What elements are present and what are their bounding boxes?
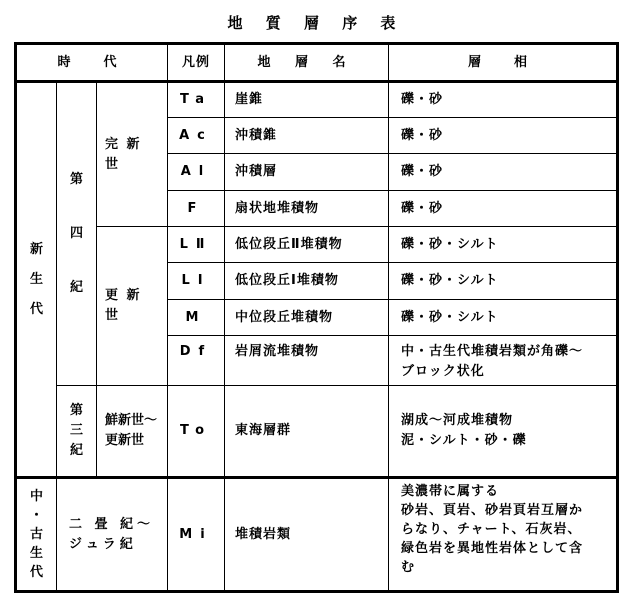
era-mesopaleozoic: 中 ・ 古 生 代 xyxy=(16,478,57,592)
lithology-cell: 美濃帯に属する 砂岩、頁岩、砂岩頁岩互層か らなり、チャート、石灰岩、 緑色岩を異地性岩体として含 む xyxy=(389,478,618,592)
epoch-holocene: 完 新 世 xyxy=(97,82,168,227)
lithology-cell: 礫・砂 xyxy=(389,191,618,227)
formation-name: 東海層群 xyxy=(225,386,389,478)
formation-name: 扇状地堆積物 xyxy=(225,191,389,227)
formation-name: 低位段丘Ⅱ堆積物 xyxy=(225,227,389,263)
lithology-cell: 礫・砂 xyxy=(389,82,618,118)
stratigraphic-table xyxy=(14,42,619,593)
lithology-cell: 礫・砂 xyxy=(389,118,618,154)
symbol-cell: Mi xyxy=(168,478,225,592)
lithology-cell: 礫・砂 xyxy=(389,154,618,191)
lithology-cell: 礫・砂・シルト xyxy=(389,300,618,336)
formation-name: 中位段丘堆積物 xyxy=(225,300,389,336)
symbol-cell: LⅠ xyxy=(168,263,225,300)
table-row xyxy=(16,478,618,592)
formation-name: 岩屑流堆積物 xyxy=(225,336,389,386)
header-jidai: 時 代 xyxy=(16,44,168,82)
header-row xyxy=(16,44,618,82)
era-cenozoic: 新 生 代 xyxy=(16,82,57,478)
symbol-cell: To xyxy=(168,386,225,478)
header-sousou: 層 相 xyxy=(389,44,618,82)
symbol-cell: Ac xyxy=(168,118,225,154)
lithology-cell: 礫・砂・シルト xyxy=(389,227,618,263)
lithology-cell: 湖成～河成堆積物 泥・シルト・砂・礫 xyxy=(389,386,618,478)
formation-name: 低位段丘Ⅰ堆積物 xyxy=(225,263,389,300)
formation-name: 沖積層 xyxy=(225,154,389,191)
table-row xyxy=(16,82,618,118)
formation-name: 崖錐 xyxy=(225,82,389,118)
symbol-cell: M xyxy=(168,300,225,336)
epoch-pliocene-pleistocene: 鮮新世～ 更新世 xyxy=(97,386,168,478)
lithology-cell: 中・古生代堆積岩類が角礫～ ブロック状化 xyxy=(389,336,618,386)
table-title: 地 質 層 序 表 xyxy=(227,14,405,32)
header-chisoumei: 地 層 名 xyxy=(225,44,389,82)
lithology-cell: 礫・砂・シルト xyxy=(389,263,618,300)
symbol-cell: LⅡ xyxy=(168,227,225,263)
period-tertiary: 第 三 紀 xyxy=(57,386,97,478)
period-permian-jurassic: 二 畳 紀～ ジュラ紀 xyxy=(57,478,168,592)
formation-name: 沖積錐 xyxy=(225,118,389,154)
header-hanrei: 凡例 xyxy=(168,44,225,82)
symbol-cell: Df xyxy=(168,336,225,386)
symbol-cell: Ta xyxy=(168,82,225,118)
epoch-pleistocene: 更 新 世 xyxy=(97,227,168,386)
symbol-cell: F xyxy=(168,191,225,227)
symbol-cell: Al xyxy=(168,154,225,191)
period-quaternary: 第 四 紀 xyxy=(57,82,97,386)
formation-name: 堆積岩類 xyxy=(225,478,389,592)
table-row xyxy=(16,386,618,478)
table-row xyxy=(16,227,618,263)
